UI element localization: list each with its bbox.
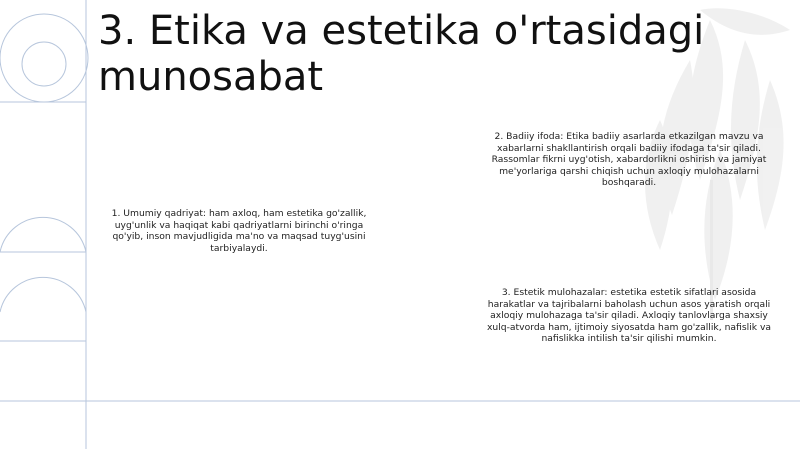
point-2-text: 2. Badiiy ifoda: Etika badiiy asarlarda etkazilgan mavzu va xabarlarni shakllantirish orqali badiiy ifodaga ta'sir qiladi. Rassomlar fikrni uyg'otish, xabardorlikni oshirish va jamiyat me'yorlariga qarshi chiqish uchun axloqiy mulohazalarni boshqaradi. (491, 131, 767, 189)
slide-title: 3. Etika va estetika o'rtasidagi munosabat (98, 8, 705, 100)
point-3-text: 3. Estetik mulohazalar: estetika estetik sifatlari asosida harakatlar va tajribalarni baholash uchun asos yaratish orqali axloqiy mulohazaga ta'sir qiladi. Axloqiy tanlovlarga shaxsiy xulq-atvorda ham, ijtimoiy siyosatda ham go'zallik, nafislik va nafislikka intilish ta'sir qilishi mumkin. (486, 287, 772, 345)
point-1-text: 1. Umumiy qadriyat: ham axloq, ham estetika go'zallik, uyg'unlik va haqiqat kabi qadriyatlarni birinchi o'ringa qo'yib, inson mavjudligida ma'no va maqsad tuyg'usini tarbiyalaydi. (111, 208, 367, 254)
circle-arc-icon (0, 14, 88, 102)
